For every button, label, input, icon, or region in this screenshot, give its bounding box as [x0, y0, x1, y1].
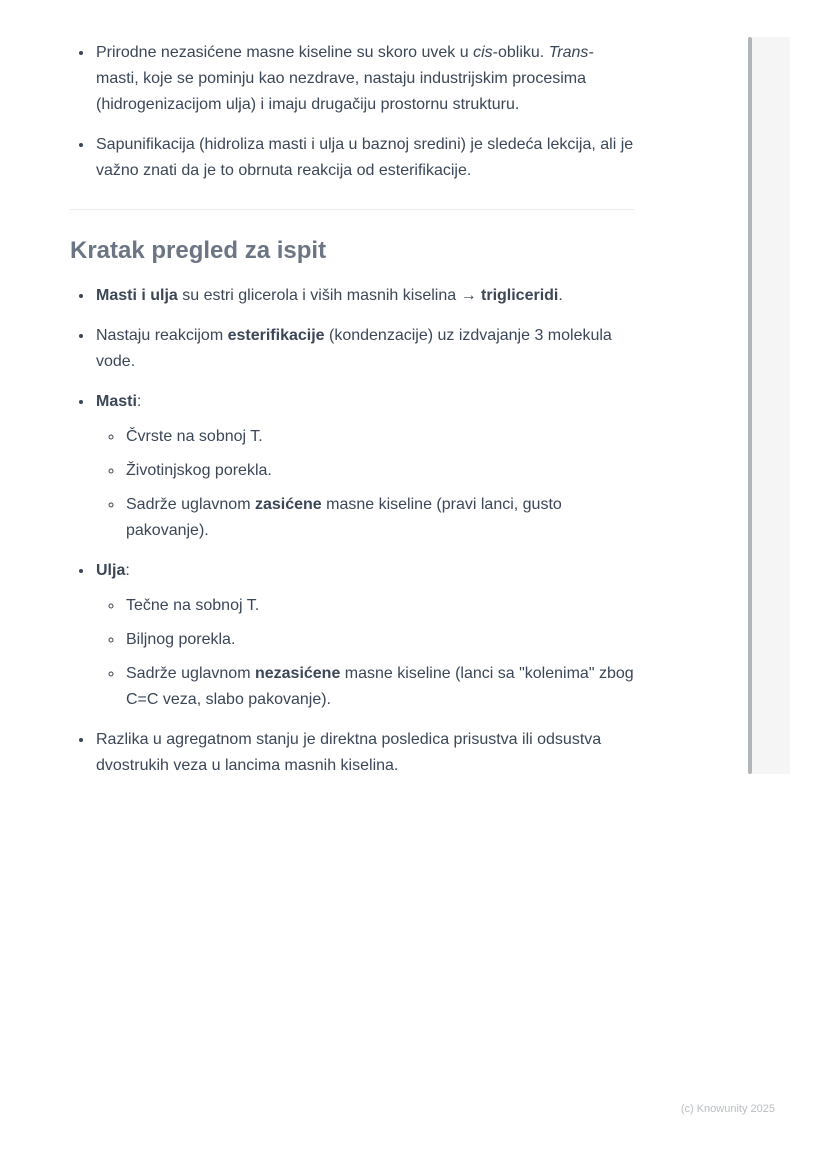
sublist-item-text: Sadrže uglavnom zasićene masne kiseline (pravi lanci, gusto pakovanje). — [126, 496, 562, 539]
list-item — [94, 283, 634, 309]
section-heading: Kratak pregled za ispit — [70, 237, 327, 264]
sublist-item — [124, 593, 634, 619]
sublist-item-text: Sadrže uglavnom nezasićene masne kiseline (lanci sa "kolenima" zbog C=C veza, slabo pakovanje). — [126, 665, 634, 708]
sublist-item-text: Biljnog porekla. — [126, 631, 236, 648]
sublist-item — [124, 661, 634, 713]
sublist-item — [124, 627, 634, 653]
list-item-masti — [94, 389, 634, 544]
sublist-item-text: Čvrste na sobnoj T. — [126, 428, 263, 445]
sublist-item — [124, 424, 634, 450]
list-item — [94, 132, 634, 184]
scrollbar-track[interactable] — [752, 37, 790, 774]
section-divider — [70, 209, 634, 210]
sublist-item — [124, 458, 634, 484]
list-item-text: Prirodne nezasićene masne kiseline su skoro uvek u cis-obliku. Trans-masti, koje se pominju kao nezdrave, nastaju industrijskim procesima (hidrogenizacijom ulja) i imaju drugačiju prostornu strukturu. — [96, 44, 594, 113]
sublist-item — [124, 492, 634, 544]
list-item-text: Masti: — [96, 393, 142, 410]
footer-credit: (c) Knowunity 2025 — [680, 1103, 775, 1115]
scrollbar-thumb[interactable] — [748, 37, 752, 774]
list-item-text: Nastaju reakcijom esterifikacije (kondenzacije) uz izdvajanje 3 molekula vode. — [96, 327, 612, 370]
masti-sublist — [96, 424, 634, 544]
list-item-ulja — [94, 558, 634, 713]
list-item-text: Sapunifikacija (hidroliza masti i ulja u baznoj sredini) je sledeća lekcija, ali je važno znati da je to obrnuta reakcija od esterifikacije. — [96, 136, 634, 179]
list-item-text: Razlika u agregatnom stanju je direktna posledica prisustva ili odsustva dvostrukih veza u lancima masnih kiselina. — [96, 731, 602, 774]
intro-list — [70, 40, 634, 184]
document-content — [70, 26, 634, 793]
list-item — [94, 323, 634, 375]
sublist-item-text: Životinjskog porekla. — [126, 462, 272, 479]
list-item — [94, 40, 634, 118]
list-item-text: Masti i ulja su estri glicerola i viših masnih kiselina → trigliceridi. — [96, 287, 563, 304]
list-item — [94, 727, 634, 779]
sublist-item-text: Tečne na sobnoj T. — [126, 597, 260, 614]
summary-list — [70, 283, 634, 779]
list-item-text: Ulja: — [96, 562, 130, 579]
ulja-sublist — [96, 593, 634, 713]
